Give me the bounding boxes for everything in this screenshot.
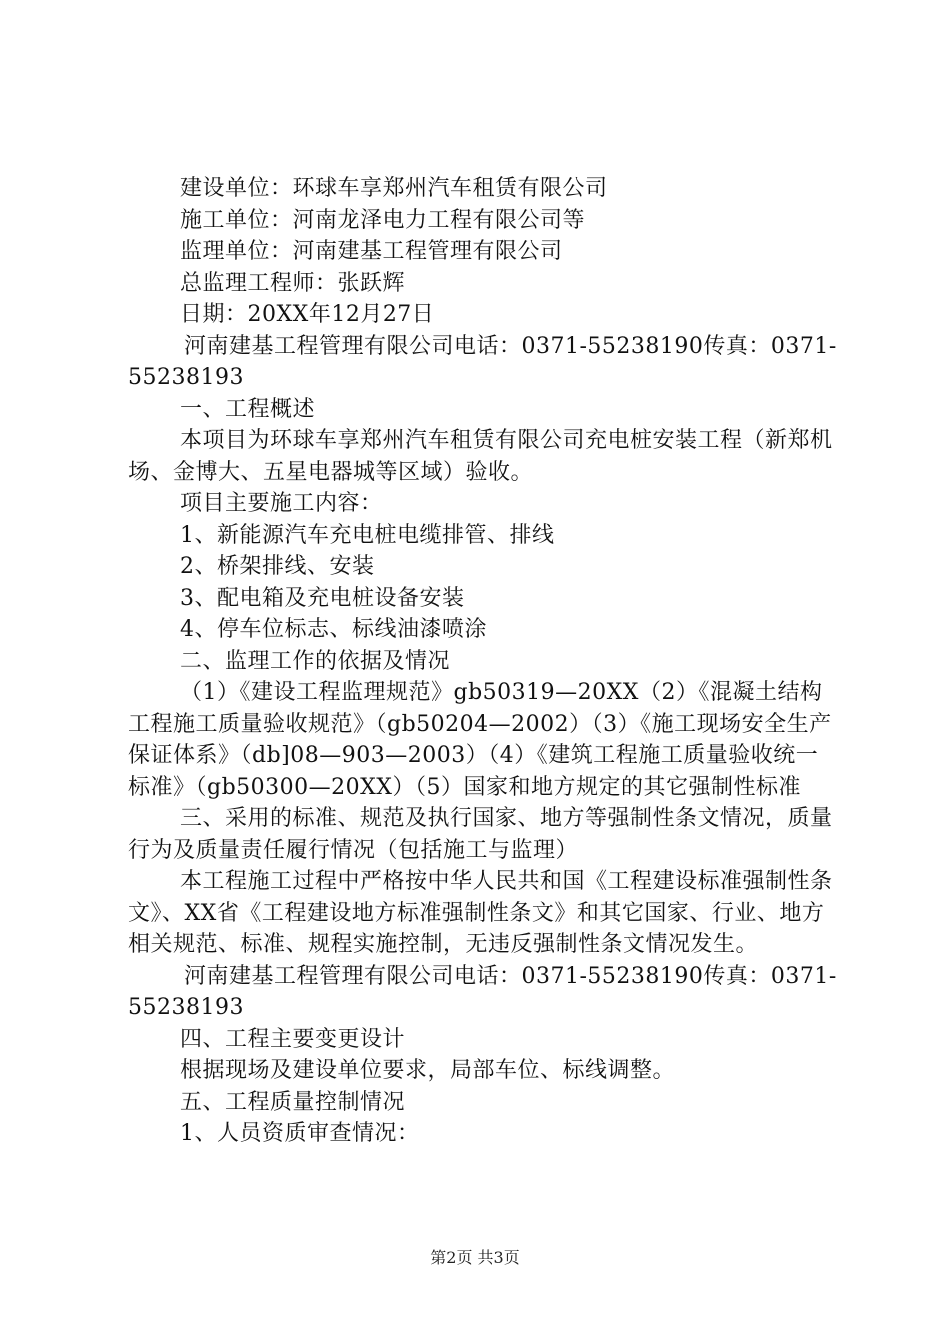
section-heading-basis: 二、监理工作的依据及情况 xyxy=(180,648,451,674)
section-heading-changes: 四、工程主要变更设计 xyxy=(180,1026,406,1052)
paragraph-changes: 根据现场及建设单位要求，局部车位、标线调整。 xyxy=(180,1058,676,1083)
paragraph-main-work: 项目主要施工内容： xyxy=(180,491,383,516)
paragraph-supervisor-unit: 监理单位：河南建基工程管理有限公司 xyxy=(180,239,563,264)
list-item: 2、桥架排线、安装 xyxy=(180,554,375,579)
paragraph-project-description: 本项目为环球车享郑州汽车租赁有限公司充电桩安装工程（新郑机场、金博大、五星电器城等区域）验收。 xyxy=(128,428,833,485)
section-heading-overview: 一、工程概述 xyxy=(180,396,316,422)
paragraph-standards-list: （1）《建设工程监理规范》gb50319—20XX（2）《混凝土结构工程施工质量验收规范》（gb50204—2002）（3）《施工现场安全生产保证体系》（db]08—903—2003）（4）《建筑工程施工质量验收统一标准》（gb50300—20XX）（5）国家和地方规定的其它强制性标准 xyxy=(128,680,832,800)
list-item: 3、配电箱及充电桩设备安装 xyxy=(180,585,465,611)
paragraph-chief-engineer: 总监理工程师：张跃辉 xyxy=(180,270,406,296)
paragraph-contractor: 施工单位：河南龙泽电力工程有限公司等 xyxy=(180,207,586,233)
list-item: 1、新能源汽车充电桩电缆排管、排线 xyxy=(180,522,555,548)
paragraph-construction-unit: 建设单位：环球车享郑州汽车租赁有限公司 xyxy=(180,176,608,201)
section-heading-quality: 五、工程质量控制情况 xyxy=(180,1089,406,1115)
document-body xyxy=(128,173,838,1150)
page-number: 第2页 共3页 xyxy=(430,1248,520,1267)
list-item: 4、停车位标志、标线油漆喷涂 xyxy=(180,617,487,642)
paragraph-contact: 河南建基工程管理有限公司电话：0371-55238190传真：0371-55238193 xyxy=(128,333,837,390)
paragraph-compliance: 本工程施工过程中严格按中华人民共和国《工程建设标准强制性条文》、XX省《工程建设地方标准强制性条文》和其它国家、行业、地方相关规范、标准、规程实施控制，无违反强制性条文情况发生。 xyxy=(128,869,833,957)
section-heading-standards: 三、采用的标准、规范及执行国家、地方等强制性条文情况，质量行为及质量责任履行情况（包括施工与监理） xyxy=(128,806,833,863)
paragraph-contact-repeat: 河南建基工程管理有限公司电话：0371-55238190传真：0371-55238193 xyxy=(128,963,837,1020)
paragraph-personnel-review: 1、人员资质审查情况： xyxy=(180,1121,420,1146)
paragraph-date: 日期：20XX年12月27日 xyxy=(180,302,435,327)
